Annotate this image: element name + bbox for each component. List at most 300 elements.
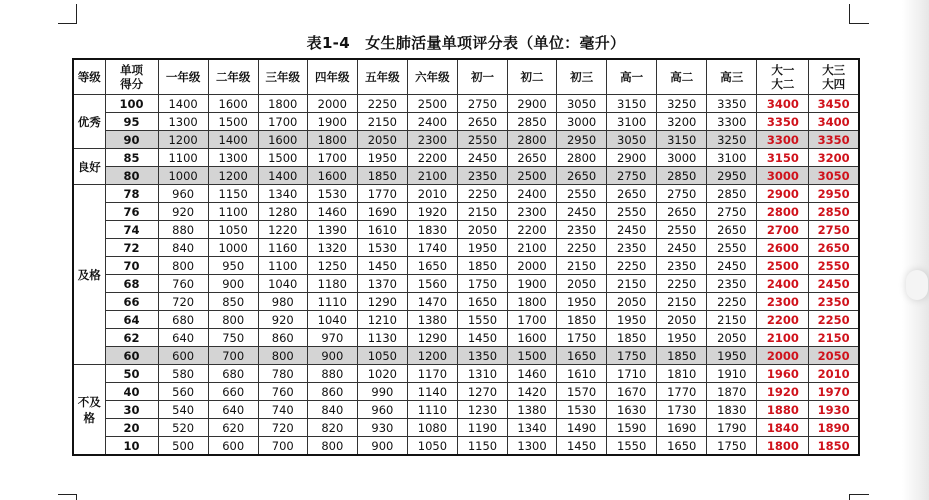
value-cell: 2250 xyxy=(357,95,407,113)
grade-label: 良好 xyxy=(73,149,105,185)
value-cell: 3150 xyxy=(757,149,809,167)
value-cell: 1970 xyxy=(809,383,859,401)
value-cell: 1340 xyxy=(258,185,307,203)
value-cell: 2900 xyxy=(757,185,809,203)
table-row xyxy=(73,419,859,437)
value-cell: 1000 xyxy=(208,239,258,257)
grade-label: 不及 格 xyxy=(73,365,105,456)
value-cell: 1690 xyxy=(357,203,407,221)
score-cell: 60 xyxy=(105,347,158,365)
value-cell: 2600 xyxy=(757,239,809,257)
value-cell: 860 xyxy=(307,383,357,401)
score-cell: 74 xyxy=(105,221,158,239)
value-cell: 2750 xyxy=(657,185,707,203)
value-cell: 1650 xyxy=(557,347,607,365)
value-cell: 2450 xyxy=(657,239,707,257)
score-cell: 68 xyxy=(105,275,158,293)
value-cell: 2000 xyxy=(757,347,809,365)
page-title: 表1-4 女生肺活量单项评分表（单位：毫升） xyxy=(306,34,626,52)
value-cell: 2350 xyxy=(707,275,757,293)
header-level: 六年级 xyxy=(407,59,457,95)
value-cell: 1920 xyxy=(407,203,457,221)
value-cell: 970 xyxy=(307,329,357,347)
header-grade: 等级 xyxy=(73,59,105,95)
value-cell: 800 xyxy=(307,437,357,456)
value-cell: 2500 xyxy=(508,167,557,185)
value-cell: 2750 xyxy=(607,167,657,185)
value-cell: 2050 xyxy=(607,293,657,311)
value-cell: 660 xyxy=(208,383,258,401)
value-cell: 850 xyxy=(208,293,258,311)
value-cell: 1150 xyxy=(208,185,258,203)
value-cell: 2650 xyxy=(508,149,557,167)
value-cell: 2100 xyxy=(508,239,557,257)
score-cell: 64 xyxy=(105,311,158,329)
value-cell: 1900 xyxy=(508,275,557,293)
header-level: 四年级 xyxy=(307,59,357,95)
value-cell: 1710 xyxy=(607,365,657,383)
value-cell: 3150 xyxy=(657,131,707,149)
value-cell: 1150 xyxy=(457,437,507,456)
value-cell: 2150 xyxy=(457,203,507,221)
value-cell: 1530 xyxy=(557,401,607,419)
value-cell: 2500 xyxy=(407,95,457,113)
value-cell: 2650 xyxy=(557,167,607,185)
value-cell: 2150 xyxy=(357,113,407,131)
value-cell: 2350 xyxy=(557,221,607,239)
value-cell: 900 xyxy=(208,275,258,293)
value-cell: 2400 xyxy=(757,275,809,293)
table-row xyxy=(73,221,859,239)
value-cell: 1770 xyxy=(657,383,707,401)
value-cell: 2900 xyxy=(508,95,557,113)
value-cell: 780 xyxy=(258,365,307,383)
score-cell: 30 xyxy=(105,401,158,419)
value-cell: 880 xyxy=(158,221,208,239)
value-cell: 760 xyxy=(158,275,208,293)
value-cell: 2450 xyxy=(457,149,507,167)
table-row xyxy=(73,329,859,347)
crop-mark-bottom-right xyxy=(849,494,850,500)
value-cell: 1630 xyxy=(607,401,657,419)
crop-mark-top-left xyxy=(76,4,77,24)
score-cell: 95 xyxy=(105,113,158,131)
header-level: 大三 大四 xyxy=(809,59,859,95)
value-cell: 3000 xyxy=(757,167,809,185)
value-cell: 900 xyxy=(307,347,357,365)
value-cell: 1600 xyxy=(208,95,258,113)
header-level: 初三 xyxy=(557,59,607,95)
value-cell: 2750 xyxy=(809,221,859,239)
value-cell: 1600 xyxy=(307,167,357,185)
table-row xyxy=(73,365,859,383)
value-cell: 2950 xyxy=(557,131,607,149)
value-cell: 1750 xyxy=(707,437,757,456)
crop-mark-bottom-left xyxy=(58,494,77,495)
value-cell: 980 xyxy=(258,293,307,311)
value-cell: 2450 xyxy=(707,257,757,275)
value-cell: 1200 xyxy=(158,131,208,149)
value-cell: 1570 xyxy=(557,383,607,401)
value-cell: 2050 xyxy=(809,347,859,365)
value-cell: 3350 xyxy=(757,113,809,131)
value-cell: 1750 xyxy=(607,347,657,365)
value-cell: 1850 xyxy=(607,329,657,347)
value-cell: 3200 xyxy=(809,149,859,167)
value-cell: 3000 xyxy=(657,149,707,167)
value-cell: 1950 xyxy=(607,311,657,329)
value-cell: 3450 xyxy=(809,95,859,113)
value-cell: 700 xyxy=(258,437,307,456)
table-row xyxy=(73,437,859,456)
score-cell: 20 xyxy=(105,419,158,437)
value-cell: 720 xyxy=(158,293,208,311)
grade-label: 优秀 xyxy=(73,95,105,149)
crop-mark-bottom-right xyxy=(849,494,869,495)
value-cell: 2550 xyxy=(457,131,507,149)
score-table xyxy=(72,58,860,456)
value-cell: 640 xyxy=(158,329,208,347)
value-cell: 2400 xyxy=(407,113,457,131)
score-cell: 78 xyxy=(105,185,158,203)
value-cell: 1320 xyxy=(307,239,357,257)
header-level: 初一 xyxy=(457,59,507,95)
value-cell: 2050 xyxy=(457,221,507,239)
value-cell: 1380 xyxy=(508,401,557,419)
value-cell: 1800 xyxy=(258,95,307,113)
value-cell: 2950 xyxy=(707,167,757,185)
value-cell: 2250 xyxy=(607,257,657,275)
value-cell: 2750 xyxy=(707,203,757,221)
value-cell: 860 xyxy=(258,329,307,347)
value-cell: 1950 xyxy=(707,347,757,365)
value-cell: 2200 xyxy=(407,149,457,167)
value-cell: 600 xyxy=(208,437,258,456)
value-cell: 1490 xyxy=(557,419,607,437)
table-row xyxy=(73,275,859,293)
table-row xyxy=(73,401,859,419)
value-cell: 3250 xyxy=(707,131,757,149)
value-cell: 1300 xyxy=(158,113,208,131)
value-cell: 1600 xyxy=(258,131,307,149)
value-cell: 3100 xyxy=(607,113,657,131)
score-cell: 70 xyxy=(105,257,158,275)
value-cell: 1690 xyxy=(657,419,707,437)
score-cell: 90 xyxy=(105,131,158,149)
value-cell: 1180 xyxy=(307,275,357,293)
score-cell: 62 xyxy=(105,329,158,347)
table-row xyxy=(73,95,859,113)
value-cell: 2000 xyxy=(508,257,557,275)
score-cell: 85 xyxy=(105,149,158,167)
crop-mark-top-right xyxy=(849,23,869,24)
value-cell: 2850 xyxy=(657,167,707,185)
value-cell: 2150 xyxy=(607,275,657,293)
value-cell: 1130 xyxy=(357,329,407,347)
value-cell: 1610 xyxy=(557,365,607,383)
value-cell: 1220 xyxy=(258,221,307,239)
value-cell: 1450 xyxy=(357,257,407,275)
value-cell: 2550 xyxy=(607,203,657,221)
value-cell: 2350 xyxy=(607,239,657,257)
value-cell: 2550 xyxy=(657,221,707,239)
value-cell: 3250 xyxy=(657,95,707,113)
value-cell: 990 xyxy=(357,383,407,401)
value-cell: 3100 xyxy=(707,149,757,167)
value-cell: 800 xyxy=(208,311,258,329)
value-cell: 1310 xyxy=(457,365,507,383)
value-cell: 2950 xyxy=(809,185,859,203)
value-cell: 2010 xyxy=(809,365,859,383)
value-cell: 2800 xyxy=(757,203,809,221)
value-cell: 2650 xyxy=(707,221,757,239)
value-cell: 1470 xyxy=(407,293,457,311)
value-cell: 2150 xyxy=(657,293,707,311)
value-cell: 1850 xyxy=(357,167,407,185)
value-cell: 2350 xyxy=(657,257,707,275)
value-cell: 680 xyxy=(158,311,208,329)
value-cell: 2050 xyxy=(557,275,607,293)
value-cell: 3000 xyxy=(557,113,607,131)
value-cell: 1750 xyxy=(457,275,507,293)
value-cell: 840 xyxy=(158,239,208,257)
table-row xyxy=(73,383,859,401)
value-cell: 1700 xyxy=(307,149,357,167)
value-cell: 960 xyxy=(357,401,407,419)
value-cell: 1100 xyxy=(158,149,208,167)
score-cell: 100 xyxy=(105,95,158,113)
value-cell: 1880 xyxy=(757,401,809,419)
table-row xyxy=(73,293,859,311)
table-body xyxy=(73,95,859,456)
value-cell: 2700 xyxy=(757,221,809,239)
value-cell: 1200 xyxy=(208,167,258,185)
value-cell: 1460 xyxy=(508,365,557,383)
value-cell: 1500 xyxy=(258,149,307,167)
grade-label: 及格 xyxy=(73,185,105,365)
value-cell: 1290 xyxy=(357,293,407,311)
header-level: 三年级 xyxy=(258,59,307,95)
value-cell: 920 xyxy=(158,203,208,221)
value-cell: 1550 xyxy=(457,311,507,329)
value-cell: 2010 xyxy=(407,185,457,203)
value-cell: 1650 xyxy=(407,257,457,275)
value-cell: 1340 xyxy=(508,419,557,437)
value-cell: 3300 xyxy=(757,131,809,149)
value-cell: 2550 xyxy=(809,257,859,275)
value-cell: 2550 xyxy=(557,185,607,203)
value-cell: 640 xyxy=(208,401,258,419)
value-cell: 1830 xyxy=(707,401,757,419)
value-cell: 2200 xyxy=(757,311,809,329)
scroll-handle[interactable] xyxy=(906,270,928,300)
score-cell: 72 xyxy=(105,239,158,257)
value-cell: 1550 xyxy=(607,437,657,456)
table-row xyxy=(73,203,859,221)
value-cell: 1840 xyxy=(757,419,809,437)
value-cell: 2900 xyxy=(607,149,657,167)
value-cell: 2850 xyxy=(809,203,859,221)
header-level: 高三 xyxy=(707,59,757,95)
header-level: 高一 xyxy=(607,59,657,95)
value-cell: 1800 xyxy=(508,293,557,311)
value-cell: 2300 xyxy=(757,293,809,311)
value-cell: 2150 xyxy=(707,311,757,329)
value-cell: 1850 xyxy=(457,257,507,275)
value-cell: 2250 xyxy=(657,275,707,293)
score-cell: 50 xyxy=(105,365,158,383)
value-cell: 3400 xyxy=(809,113,859,131)
value-cell: 1850 xyxy=(657,347,707,365)
value-cell: 1950 xyxy=(357,149,407,167)
value-cell: 1250 xyxy=(307,257,357,275)
table-row xyxy=(73,239,859,257)
value-cell: 1280 xyxy=(258,203,307,221)
table-row xyxy=(73,347,859,365)
value-cell: 1890 xyxy=(809,419,859,437)
value-cell: 3200 xyxy=(657,113,707,131)
value-cell: 2050 xyxy=(707,329,757,347)
value-cell: 1850 xyxy=(809,437,859,456)
value-cell: 2250 xyxy=(557,239,607,257)
value-cell: 3050 xyxy=(557,95,607,113)
value-cell: 880 xyxy=(307,365,357,383)
value-cell: 1600 xyxy=(508,329,557,347)
table-row xyxy=(73,149,859,167)
value-cell: 1140 xyxy=(407,383,457,401)
value-cell: 2400 xyxy=(508,185,557,203)
value-cell: 2250 xyxy=(707,293,757,311)
value-cell: 1670 xyxy=(607,383,657,401)
value-cell: 1370 xyxy=(357,275,407,293)
value-cell: 1050 xyxy=(357,347,407,365)
value-cell: 800 xyxy=(258,347,307,365)
header-row xyxy=(73,59,859,95)
value-cell: 1390 xyxy=(307,221,357,239)
score-cell: 80 xyxy=(105,167,158,185)
value-cell: 1050 xyxy=(407,437,457,456)
value-cell: 600 xyxy=(158,347,208,365)
value-cell: 1700 xyxy=(508,311,557,329)
viewer-side-edge xyxy=(902,0,929,500)
value-cell: 920 xyxy=(258,311,307,329)
value-cell: 960 xyxy=(158,185,208,203)
value-cell: 2250 xyxy=(809,311,859,329)
value-cell: 3350 xyxy=(707,95,757,113)
value-cell: 1290 xyxy=(407,329,457,347)
crop-mark-top-left xyxy=(58,23,77,24)
value-cell: 2250 xyxy=(457,185,507,203)
value-cell: 3300 xyxy=(707,113,757,131)
value-cell: 1040 xyxy=(258,275,307,293)
value-cell: 820 xyxy=(307,419,357,437)
value-cell: 1920 xyxy=(757,383,809,401)
value-cell: 1230 xyxy=(457,401,507,419)
value-cell: 3150 xyxy=(607,95,657,113)
value-cell: 1400 xyxy=(258,167,307,185)
value-cell: 1750 xyxy=(557,329,607,347)
score-cell: 66 xyxy=(105,293,158,311)
value-cell: 1910 xyxy=(707,365,757,383)
value-cell: 1650 xyxy=(457,293,507,311)
value-cell: 1300 xyxy=(508,437,557,456)
value-cell: 2100 xyxy=(757,329,809,347)
score-cell: 10 xyxy=(105,437,158,456)
value-cell: 2650 xyxy=(657,203,707,221)
value-cell: 1800 xyxy=(307,131,357,149)
value-cell: 1000 xyxy=(158,167,208,185)
value-cell: 1160 xyxy=(258,239,307,257)
value-cell: 3350 xyxy=(809,131,859,149)
value-cell: 1170 xyxy=(407,365,457,383)
value-cell: 1110 xyxy=(307,293,357,311)
value-cell: 900 xyxy=(357,437,407,456)
crop-mark-top-right xyxy=(849,4,850,24)
value-cell: 1380 xyxy=(407,311,457,329)
value-cell: 2650 xyxy=(457,113,507,131)
value-cell: 750 xyxy=(208,329,258,347)
header-level: 初二 xyxy=(508,59,557,95)
value-cell: 2450 xyxy=(809,275,859,293)
value-cell: 580 xyxy=(158,365,208,383)
value-cell: 700 xyxy=(208,347,258,365)
value-cell: 1400 xyxy=(208,131,258,149)
value-cell: 2350 xyxy=(809,293,859,311)
value-cell: 1500 xyxy=(508,347,557,365)
value-cell: 1270 xyxy=(457,383,507,401)
value-cell: 1500 xyxy=(208,113,258,131)
value-cell: 2450 xyxy=(557,203,607,221)
value-cell: 1650 xyxy=(657,437,707,456)
table-row xyxy=(73,257,859,275)
table-row xyxy=(73,185,859,203)
value-cell: 2300 xyxy=(508,203,557,221)
value-cell: 1530 xyxy=(357,239,407,257)
value-cell: 1350 xyxy=(457,347,507,365)
value-cell: 1020 xyxy=(357,365,407,383)
crop-mark-bottom-left xyxy=(76,494,77,500)
value-cell: 1100 xyxy=(258,257,307,275)
value-cell: 2650 xyxy=(607,185,657,203)
table-row xyxy=(73,311,859,329)
header-score: 单项 得分 xyxy=(105,59,158,95)
value-cell: 1790 xyxy=(707,419,757,437)
value-cell: 3050 xyxy=(809,167,859,185)
value-cell: 520 xyxy=(158,419,208,437)
value-cell: 2200 xyxy=(508,221,557,239)
header-level: 一年级 xyxy=(158,59,208,95)
value-cell: 2450 xyxy=(607,221,657,239)
header-level: 二年级 xyxy=(208,59,258,95)
value-cell: 1210 xyxy=(357,311,407,329)
value-cell: 2800 xyxy=(508,131,557,149)
value-cell: 2100 xyxy=(407,167,457,185)
value-cell: 1960 xyxy=(757,365,809,383)
value-cell: 1560 xyxy=(407,275,457,293)
value-cell: 1450 xyxy=(557,437,607,456)
value-cell: 2650 xyxy=(809,239,859,257)
value-cell: 950 xyxy=(208,257,258,275)
header-level: 五年级 xyxy=(357,59,407,95)
value-cell: 740 xyxy=(258,401,307,419)
value-cell: 2850 xyxy=(508,113,557,131)
value-cell: 2050 xyxy=(357,131,407,149)
value-cell: 1950 xyxy=(457,239,507,257)
score-cell: 40 xyxy=(105,383,158,401)
value-cell: 1730 xyxy=(657,401,707,419)
value-cell: 2500 xyxy=(757,257,809,275)
value-cell: 2750 xyxy=(457,95,507,113)
